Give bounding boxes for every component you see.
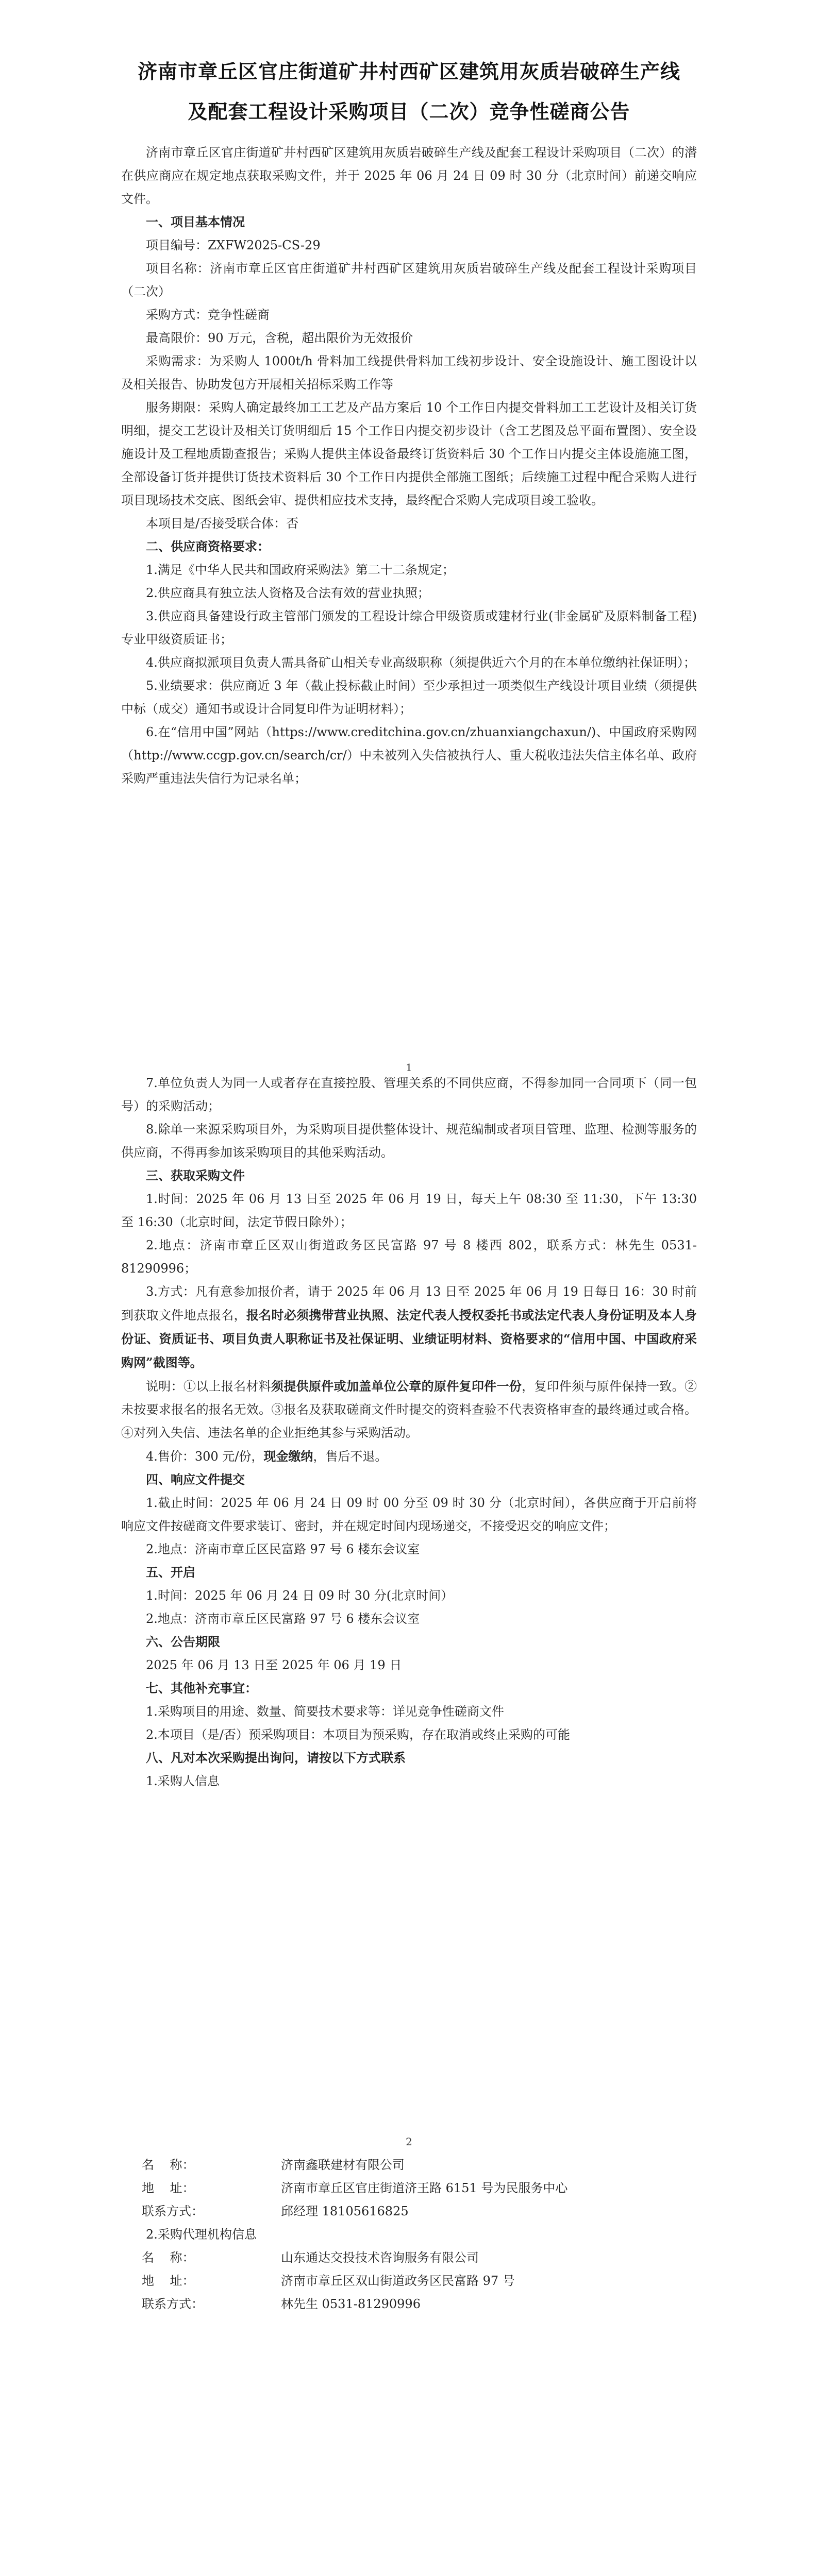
joint-venture: 本项目是/否接受联合体：否 (146, 516, 299, 531)
qualification-8: 8.除单一来源采购项目外，为采购项目提供整体设计、规范编制或者项目管理、监理、检测等服务的供应商，不得再参加该采购项目的其他采购活动。 (121, 1122, 697, 1160)
acquire-note-bold: 须提供原件或加盖单位公章的原件复印件一份 (271, 1379, 522, 1394)
page-2 (0, 1072, 818, 2169)
page-1-content (121, 52, 697, 790)
acquire-location: 2.地点：济南市章丘区双山街道政务区民富路 97 号 8 楼西 802，联系方式：林先生 0531-81290996； (121, 1238, 697, 1276)
buyer-address: 济南市章丘区官庄街道济王路 6151 号为民服务中心 (281, 2181, 568, 2195)
qualification-2: 2.供应商具有独立法人资格及合法有效的营业执照； (146, 586, 430, 600)
document-price-rest: ，售后不退。 (313, 1449, 388, 1464)
agent-name-label: 名 称： (142, 2250, 195, 2265)
section-6-heading: 六、公告期限 (146, 1635, 220, 1649)
section-5-heading: 五、开启 (146, 1565, 195, 1580)
document-title-line-1: 济南市章丘区官庄街道矿井村西矿区建筑用灰质岩破碎生产线 (137, 60, 680, 83)
qualification-4: 4.供应商拟派项目负责人需具备矿山相关专业高级职称（须提供近六个月的在本单位缴纳社保证明）； (146, 655, 696, 670)
acquire-method (121, 1280, 697, 1375)
page-3-content (121, 2154, 697, 2316)
submission-location: 2.地点：济南市章丘区民富路 97 号 6 楼东会议室 (146, 1542, 420, 1556)
qualification-1: 1.满足《中华人民共和国政府采购法》第二十二条规定； (146, 563, 455, 577)
document-title-line-2: 及配套工程设计采购项目（二次）竞争性磋商公告 (188, 100, 630, 123)
qualification-7: 7.单位负责人为同一人或者存在直接控股、管理关系的不同供应商，不得参加同一合同项下（同一包号）的采购活动； (121, 1076, 697, 1113)
buyer-contact: 邱经理 18105616825 (281, 2204, 409, 2218)
qualification-6: 6.在“信用中国”网站（https://www.creditchina.gov.cn/zhuanxiangchaxun/)、中国政府采购网（http://www.ccgp.gov.cn/search/cr/）中未被列入失信被执行人、重大税收违法失信主体名单、政府采购严重违法失信行为记录名单； (121, 725, 697, 786)
supplement-2: 2.本项目（是/否）预采购项目：本项目为预采购，存在取消或终止采购的可能 (146, 1727, 570, 1742)
acquire-note-lead: 说明：①以上报名材料 (146, 1379, 272, 1394)
section-4-heading: 四、响应文件提交 (146, 1472, 245, 1487)
section-7-heading: 七、其他补充事宜： (146, 1681, 257, 1696)
page-number: 1 (406, 1061, 412, 1074)
supplement-1: 1.采购项目的用途、数量、简要技术要求等：详见竞争性磋商文件 (146, 1704, 504, 1719)
procurement-need: 采购需求：为采购人 1000t/h 骨料加工线提供骨料加工线初步设计、安全设施设计、施工图设计以及相关报告、协助发包方开展相关招标采购工作等 (121, 354, 697, 392)
acquire-note (121, 1375, 697, 1445)
intro-paragraph: 济南市章丘区官庄街道矿井村西矿区建筑用灰质岩破碎生产线及配套工程设计采购项目（二次）的潜在供应商应在规定地点获取采购文件，并于 2025 年 06 月 24 日 09 时 30 分（北京时间）前递交响应文件。 (121, 145, 697, 206)
agent-info-heading: 2.采购代理机构信息 (146, 2227, 257, 2242)
agent-contact-row (121, 2293, 697, 2316)
buyer-info-heading: 1.采购人信息 (146, 1774, 220, 1788)
buyer-address-row (121, 2177, 697, 2200)
page-1 (0, 0, 818, 1092)
document-price (121, 1445, 697, 1468)
agent-address: 济南市章丘区双山街道政务区民富路 97 号 (281, 2274, 515, 2288)
agent-name: 山东通达交投技术咨询服务有限公司 (281, 2250, 479, 2265)
section-1-heading: 一、项目基本情况 (146, 215, 245, 229)
qualification-5: 5.业绩要求：供应商近 3 年（截止投标截止时间）至少承担过一项类似生产线设计项目业绩（须提供中标（成交）通知书或设计合同复印件为证明材料）； (121, 679, 697, 716)
document-price-lead: 4.售价：300 元/份， (146, 1449, 264, 1464)
agent-contact-label: 联系方式： (142, 2297, 204, 2311)
acquire-method-text: 3.方式：凡有意参加报价者，请于 2025 年 06 月 13 日至 2025 年 06 月 19 日每日 16：30 时前到获取文件地点报名， (121, 1284, 697, 1323)
buyer-contact-label: 联系方式： (142, 2204, 204, 2218)
document-price-cash: 现金缴纳 (263, 1449, 313, 1464)
acquire-method-required-docs: 报名时必须携带营业执照、法定代表人授权委托书或法定代表人身份证明及本人身份证、资质证书、项目负责人职称证书及社保证明、业绩证明材料、资格要求的“信用中国、中国政府采购网”截图等。 (121, 1308, 697, 1370)
max-price: 最高限价：90 万元，含税，超出限价为无效报价 (146, 331, 413, 345)
section-8-heading: 八、凡对本次采购提出询问，请按以下方式联系 (146, 1751, 406, 1765)
section-3-heading: 三、获取采购文件 (146, 1168, 245, 1183)
submission-deadline: 1.截止时间：2025 年 06 月 24 日 09 时 00 分至 09 时 30 分（北京时间），各供应商于开启前将响应文件按磋商文件要求装订、密封，并在规定时间内现场递交，不接受迟交的响应文件； (121, 1496, 697, 1533)
opening-time: 1.时间：2025 年 06 月 24 日 09 时 30 分(北京时间） (146, 1588, 454, 1603)
buyer-name: 济南鑫联建材有限公司 (281, 2158, 405, 2172)
announcement-period: 2025 年 06 月 13 日至 2025 年 06 月 19 日 (146, 1658, 402, 1672)
acquire-time: 1.时间：2025 年 06 月 13 日至 2025 年 06 月 19 日，每天上午 08:30 至 11:30，下午 13:30 至 16:30（北京时间，法定节假日除外）； (121, 1192, 697, 1229)
buyer-contact-row (121, 2200, 697, 2223)
agent-name-row (121, 2246, 697, 2269)
project-name: 项目名称：济南市章丘区官庄街道矿井村西矿区建筑用灰质岩破碎生产线及配套工程设计采购项目（二次） (121, 261, 697, 299)
qualification-3: 3.供应商具备建设行政主管部门颁发的工程设计综合甲级资质或建材行业(非金属矿及原料制备工程)专业甲级资质证书； (121, 609, 697, 647)
buyer-name-row (121, 2154, 697, 2177)
buyer-name-label: 名 称： (142, 2158, 195, 2172)
page-3 (0, 2154, 818, 2576)
agent-address-label: 地 址： (142, 2274, 195, 2288)
opening-location: 2.地点：济南市章丘区民富路 97 号 6 楼东会议室 (146, 1612, 420, 1626)
page-2-content (121, 1072, 697, 1793)
acquire-note-rest: ，复印件须与原件保持一致。②未按要求报名的报名无效。③报名及获取磋商文件时提交的资料查验不代表资格审查的最终通过或合格。④对列入失信、违法名单的企业拒绝其参与采购活动。 (121, 1379, 697, 1440)
project-code: 项目编号：ZXFW2025-CS-29 (146, 238, 321, 252)
agent-contact: 林先生 0531-81290996 (281, 2297, 421, 2311)
section-2-heading: 二、供应商资格要求： (146, 539, 270, 554)
agent-address-row (121, 2269, 697, 2293)
service-period: 服务期限：采购人确定最终加工工艺及产品方案后 10 个工作日内提交骨料加工工艺设计及相关订货明细，提交工艺设计及相关订货明细后 15 个工作日内提交初步设计（含工艺图及总平面布置图）、安全设施设计及工程地质勘查报告；采购人提供主体设备最终订货资料后 30 个工作日内提交主体设施施工图，全部设备订货并提供订货技术资料后 30 个工作日内提供全部施工图纸；后续施工过程中配合采购人进行项目现场技术交底、图纸会审、提供相应技术支持，最终配合采购人完成项目竣工验收。 (121, 400, 697, 507)
procurement-method: 采购方式：竞争性磋商 (146, 308, 270, 322)
page-number: 2 (406, 2136, 412, 2148)
buyer-address-label: 地 址： (142, 2181, 195, 2195)
